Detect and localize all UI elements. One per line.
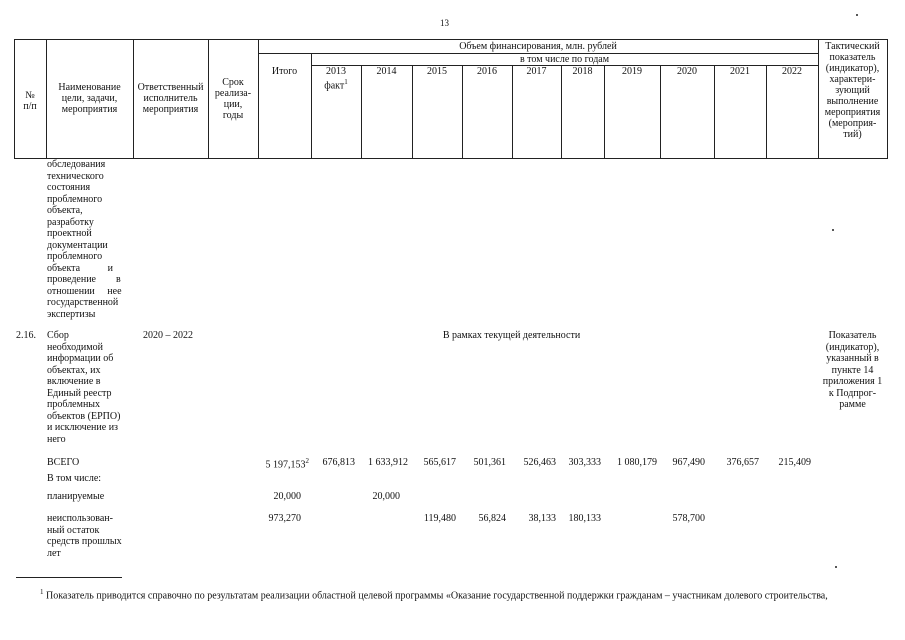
total-2018: 303,333 <box>568 457 601 468</box>
total-itogo: 5 197,153$^2$ <box>265 457 309 471</box>
header-total: Итого <box>271 66 298 77</box>
planned-2014: 20,000 <box>372 491 400 502</box>
scan-dot <box>832 229 834 231</box>
total-label: ВСЕГО <box>47 457 80 468</box>
year-2014: 2014 <box>376 66 397 77</box>
header-term: Срок реализа- ции, годы <box>214 77 252 121</box>
total-2015: 565,617 <box>423 457 456 468</box>
total-2013: 676,813 <box>322 457 355 468</box>
header-number: № п/п <box>23 90 37 112</box>
row-funding-note: В рамках текущей деятельности <box>442 330 581 341</box>
total-2014: 1 633,912 <box>368 457 408 468</box>
year-2018: 2018 <box>572 66 593 77</box>
header-responsible: Ответственный исполнитель мероприятия <box>137 82 204 115</box>
header-name: Наименование цели, задачи, мероприятия <box>58 82 121 115</box>
continued-measure-text: обследования технического состояния проблемного объекта, разработку проектной документации проблемного объекта и проведение в отношении нее государственной экспертизы <box>47 159 122 320</box>
unused-itogo: 973,270 <box>268 513 301 524</box>
unused-2020: 578,700 <box>672 513 705 524</box>
year-2019: 2019 <box>622 66 642 77</box>
total-2020: 967,490 <box>672 457 705 468</box>
total-2017: 526,463 <box>523 457 556 468</box>
scan-dot <box>856 14 858 16</box>
unused-label: неиспользован- ный остаток средств прошлых лет <box>47 513 122 559</box>
planned-itogo: 20,000 <box>273 491 301 502</box>
unused-2018: 180,133 <box>568 513 601 524</box>
header-by-years: в том числе по годам <box>519 54 610 65</box>
row-term: 2020 – 2022 <box>143 330 193 341</box>
unused-2016: 56,824 <box>478 513 506 524</box>
header-funding: Объем финансирования, млн. рублей <box>459 41 617 52</box>
unused-2015: 119,480 <box>423 513 456 524</box>
row-name: Сбор необходимой информации об объектах, их включение в Единый реестр проблемных объектов (ЕРПО) и исключение из него <box>47 330 121 445</box>
year-2017: 2017 <box>526 66 547 77</box>
header-indicator: Тактический показатель (индикатор), характери- зующий выполнение мероприятия (мероприя- тий) <box>824 41 881 140</box>
page-number: 13 <box>440 18 449 28</box>
unused-2017: 38,133 <box>528 513 556 524</box>
year-2020: 2020 <box>677 66 697 77</box>
planned-label: планируемые <box>47 491 105 502</box>
row-indicator: Показатель (индикатор), указанный в пункте 14 приложения 1 к Подпрог- рамме <box>822 330 883 410</box>
year-2013: 2013 факт$^1$ <box>324 66 348 92</box>
year-2016: 2016 <box>477 66 497 77</box>
total-2022: 215,409 <box>778 457 811 468</box>
scan-dot <box>835 566 837 568</box>
year-2021: 2021 <box>730 66 750 77</box>
row-number: 2.16. <box>16 330 36 341</box>
total-2019: 1 080,179 <box>617 457 657 468</box>
total-2021: 376,657 <box>726 457 759 468</box>
total-2016: 501,361 <box>473 457 506 468</box>
year-2015: 2015 <box>427 66 447 77</box>
including-label: В том числе: <box>47 473 102 484</box>
year-2022: 2022 <box>782 66 802 77</box>
footnote-divider <box>16 577 122 578</box>
footnote: $^1$ Показатель приводится справочно по результатам реализации областной целевой программы «Оказание государственной поддержки гражданам – участникам долевого строительства, <box>40 588 828 602</box>
